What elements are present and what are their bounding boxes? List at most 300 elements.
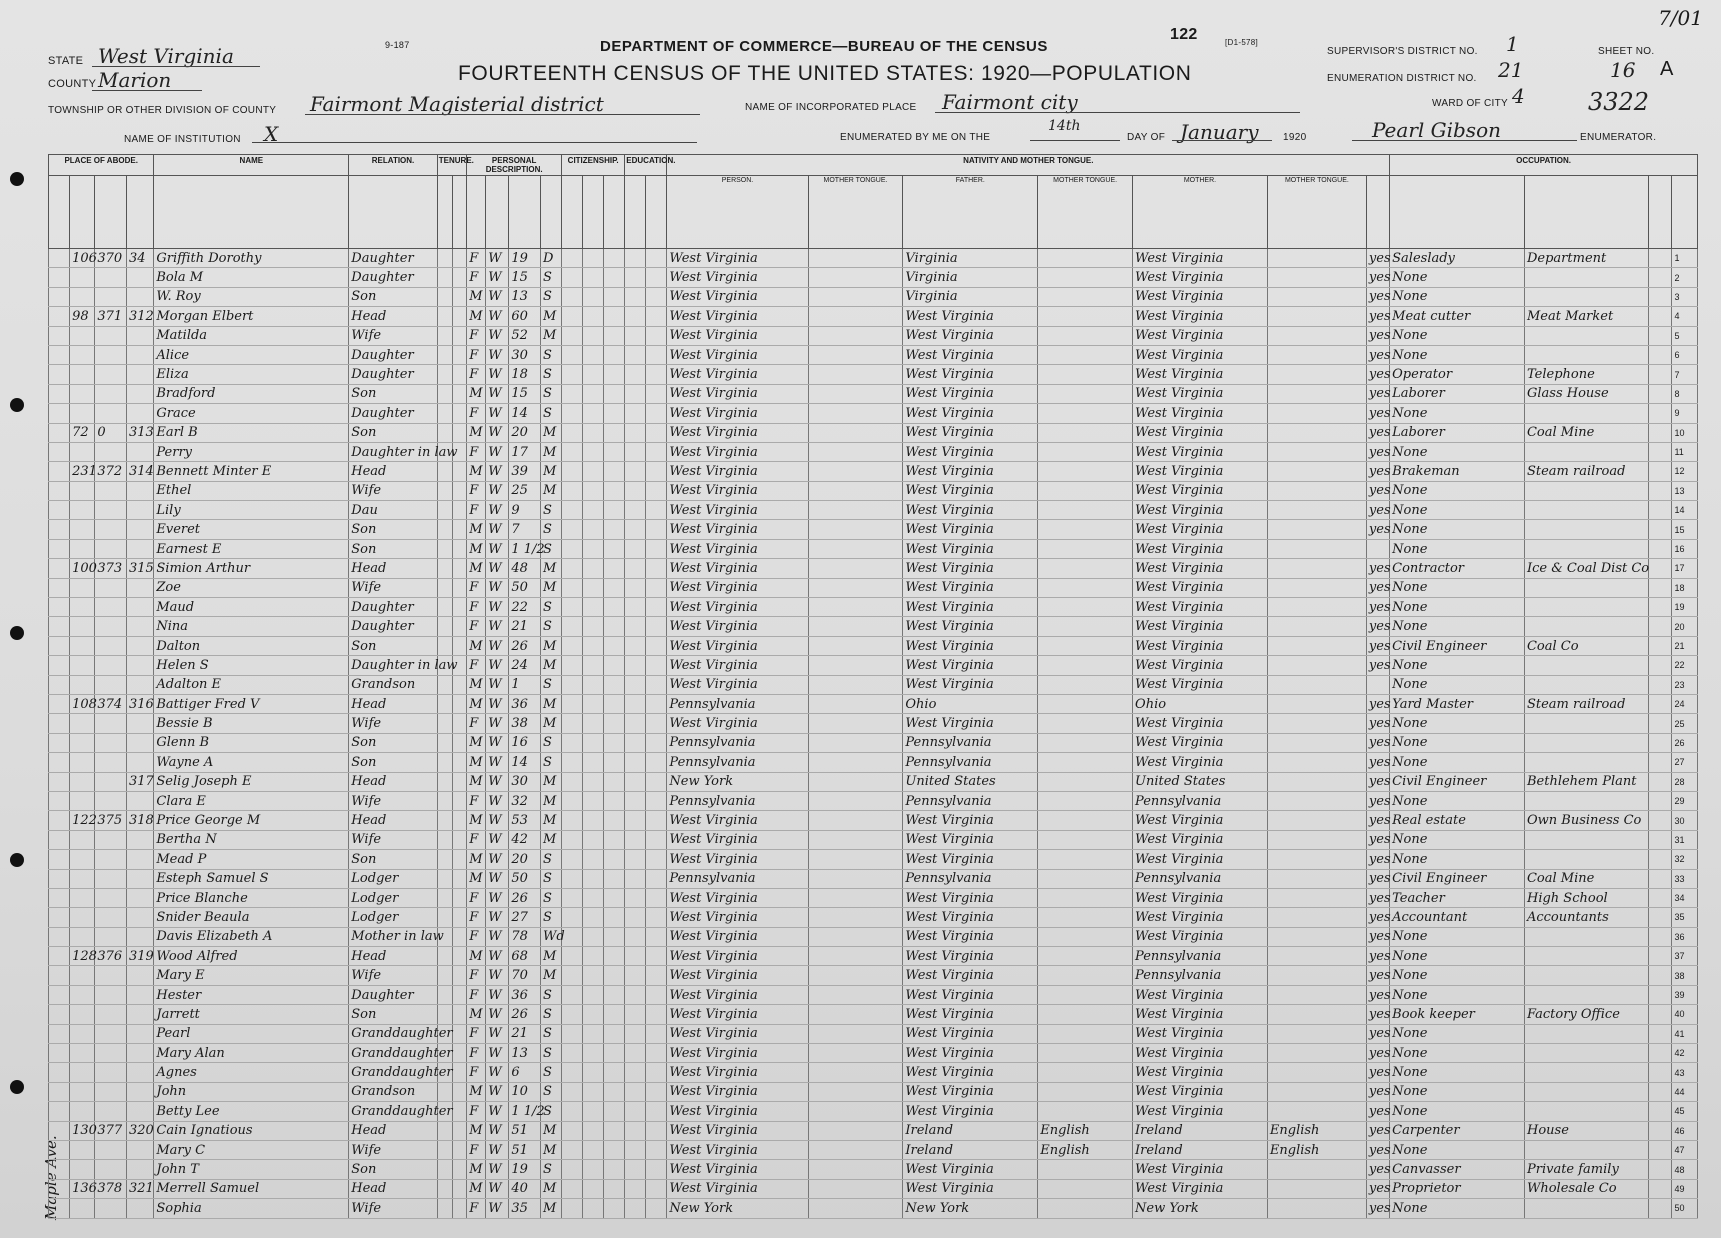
cell-name: Mary Alan — [154, 1044, 349, 1063]
cell-mother-tongue-m — [1267, 753, 1366, 772]
cell-employer — [1649, 1082, 1672, 1101]
cell-mother-tongue-m — [1267, 1082, 1366, 1101]
cell-mother-birthplace: West Virginia — [1133, 1044, 1268, 1063]
cell-father-birthplace: West Virginia — [903, 384, 1038, 403]
cell-occupation: None — [1390, 481, 1525, 500]
cell-naturalized — [583, 636, 604, 655]
cell-mother-tongue-m — [1267, 520, 1366, 539]
cell-marital-status: M — [540, 1199, 561, 1218]
cell-mother-birthplace: West Virginia — [1133, 404, 1268, 423]
cell-birthplace: West Virginia — [667, 1102, 808, 1121]
cell-sex: F — [467, 1024, 486, 1043]
cell-line-number: 17 — [1672, 559, 1698, 578]
cell-birthplace: West Virginia — [667, 520, 808, 539]
cell-sex: F — [467, 578, 486, 597]
cell-read-write — [646, 869, 667, 888]
cell-sex: F — [467, 1044, 486, 1063]
cell-mother-tongue — [808, 423, 903, 442]
cell-line-number: 49 — [1672, 1179, 1698, 1198]
cell-mother-birthplace: Pennsylvania — [1133, 947, 1268, 966]
table-row — [49, 772, 1698, 791]
cell-father-tongue — [1038, 1005, 1133, 1024]
cell-immigration-year — [562, 404, 583, 423]
cell-speaks-english: yes — [1366, 578, 1389, 597]
cell-owned — [437, 947, 452, 966]
table-row — [49, 423, 1698, 442]
cell-mother-tongue-m — [1267, 1160, 1366, 1179]
cell-immigration-year — [562, 1082, 583, 1101]
cell-read-write — [646, 287, 667, 306]
cell-industry — [1524, 656, 1648, 675]
cell-industry: Steam railroad — [1524, 462, 1648, 481]
cell-race: W — [486, 442, 509, 461]
cell-marital-status: S — [540, 1082, 561, 1101]
cell-line-number: 41 — [1672, 1024, 1698, 1043]
cell-immigration-year — [562, 927, 583, 946]
cell-birthplace: West Virginia — [667, 617, 808, 636]
cell-line-number: 47 — [1672, 1140, 1698, 1159]
cell-dwelling-number: 376 — [95, 947, 127, 966]
cell-employer — [1649, 268, 1672, 287]
cell-school — [625, 1121, 646, 1140]
cell-age: 36 — [509, 694, 541, 713]
cell-sex: F — [467, 985, 486, 1004]
cell-house-number — [70, 888, 95, 907]
cell-relation: Granddaughter — [349, 1102, 437, 1121]
cell-marital-status: S — [540, 1024, 561, 1043]
cell-family-number — [126, 714, 153, 733]
cell-age: 15 — [509, 384, 541, 403]
cell-sex: F — [467, 791, 486, 810]
cell-owned — [437, 462, 452, 481]
cell-marital-status: S — [540, 753, 561, 772]
table-row — [49, 947, 1698, 966]
cell-house-number: 108 — [70, 694, 95, 713]
cell-speaks-english: yes — [1366, 830, 1389, 849]
cell-age: 20 — [509, 850, 541, 869]
cell-read-write — [646, 1005, 667, 1024]
cell-sex: M — [467, 1005, 486, 1024]
table-row — [49, 1024, 1698, 1043]
cell-name: W. Roy — [154, 287, 349, 306]
cell-employer — [1649, 830, 1672, 849]
institution-value: X — [264, 122, 279, 146]
cell-race: W — [486, 520, 509, 539]
cell-employer — [1649, 481, 1672, 500]
cell-marital-status: M — [540, 462, 561, 481]
cell-sex: F — [467, 927, 486, 946]
cell-employer — [1649, 326, 1672, 345]
cell-mother-tongue — [808, 539, 903, 558]
cell-immigration-year — [562, 1121, 583, 1140]
cell-industry: Wholesale Co — [1524, 1179, 1648, 1198]
cell-house-number: 72 — [70, 423, 95, 442]
cell-industry — [1524, 1063, 1648, 1082]
cell-birthplace: West Virginia — [667, 927, 808, 946]
cell-occupation: None — [1390, 578, 1525, 597]
cell-mother-tongue — [808, 694, 903, 713]
cell-employer — [1649, 598, 1672, 617]
cell-relation: Son — [349, 287, 437, 306]
cell-owned — [437, 985, 452, 1004]
cell-sex: F — [467, 1102, 486, 1121]
cell-house-number: 98 — [70, 307, 95, 326]
cell-mother-birthplace: West Virginia — [1133, 1179, 1268, 1198]
cell-mortgaged — [452, 559, 467, 578]
cell-line-number: 50 — [1672, 1199, 1698, 1218]
cell-speaks-english: yes — [1366, 520, 1389, 539]
table-row — [49, 1082, 1698, 1101]
header-person-birth: PERSON. — [667, 176, 808, 249]
cell-father-birthplace: West Virginia — [903, 404, 1038, 423]
cell-street — [49, 1005, 70, 1024]
cell-industry — [1524, 1082, 1648, 1101]
cell-sex: F — [467, 1140, 486, 1159]
cell-birthplace: West Virginia — [667, 888, 808, 907]
cell-age: 6 — [509, 1063, 541, 1082]
cell-naturalized — [583, 733, 604, 752]
cell-sex: M — [467, 850, 486, 869]
cell-father-birthplace: West Virginia — [903, 1024, 1038, 1043]
cell-read-write — [646, 520, 667, 539]
cell-mother-birthplace: West Virginia — [1133, 307, 1268, 326]
cell-speaks-english: yes — [1366, 1160, 1389, 1179]
cell-school — [625, 559, 646, 578]
cell-relation: Son — [349, 539, 437, 558]
cell-occupation: None — [1390, 287, 1525, 306]
cell-sex: M — [467, 753, 486, 772]
cell-mortgaged — [452, 791, 467, 810]
cell-speaks-english: yes — [1366, 1179, 1389, 1198]
cell-marital-status: S — [540, 1063, 561, 1082]
cell-father-tongue — [1038, 598, 1133, 617]
cell-dwelling-number — [95, 539, 127, 558]
cell-speaks-english: yes — [1366, 423, 1389, 442]
cell-industry — [1524, 326, 1648, 345]
cell-owned — [437, 501, 452, 520]
cell-immigration-year — [562, 636, 583, 655]
cell-sex: M — [467, 772, 486, 791]
cell-owned — [437, 733, 452, 752]
cell-naturalization-year — [604, 694, 625, 713]
cell-street — [49, 501, 70, 520]
cell-naturalization-year — [604, 1179, 625, 1198]
cell-marital-status: M — [540, 326, 561, 345]
cell-street — [49, 1044, 70, 1063]
cell-relation: Son — [349, 520, 437, 539]
cell-race: W — [486, 249, 509, 268]
cell-street — [49, 617, 70, 636]
cell-age: 60 — [509, 307, 541, 326]
cell-relation: Head — [349, 947, 437, 966]
cell-race: W — [486, 1121, 509, 1140]
cell-occupation: None — [1390, 501, 1525, 520]
cell-father-birthplace: West Virginia — [903, 307, 1038, 326]
cell-name: Bennett Minter E — [154, 462, 349, 481]
cell-mother-tongue-m — [1267, 1063, 1366, 1082]
cell-race: W — [486, 1102, 509, 1121]
enumeration-district-label: ENUMERATION DISTRICT NO. — [1327, 73, 1477, 84]
cell-house-number — [70, 636, 95, 655]
cell-school — [625, 888, 646, 907]
cell-father-birthplace: West Virginia — [903, 617, 1038, 636]
cell-name: Perry — [154, 442, 349, 461]
cell-mother-tongue — [808, 1199, 903, 1218]
cell-line-number: 48 — [1672, 1160, 1698, 1179]
cell-occupation: Teacher — [1390, 888, 1525, 907]
cell-read-write — [646, 656, 667, 675]
cell-father-tongue: English — [1038, 1121, 1133, 1140]
cell-father-tongue — [1038, 714, 1133, 733]
cell-house-number: 106 — [70, 249, 95, 268]
table-row — [49, 501, 1698, 520]
cell-school — [625, 578, 646, 597]
cell-sex: F — [467, 326, 486, 345]
cell-street — [49, 869, 70, 888]
cell-mother-tongue-m — [1267, 404, 1366, 423]
cell-family-number — [126, 966, 153, 985]
cell-line-number: 46 — [1672, 1121, 1698, 1140]
cell-house-number — [70, 1199, 95, 1218]
table-row — [49, 1121, 1698, 1140]
cell-sex: F — [467, 404, 486, 423]
cell-street — [49, 442, 70, 461]
cell-occupation: Civil Engineer — [1390, 636, 1525, 655]
cell-line-number: 33 — [1672, 869, 1698, 888]
cell-age: 27 — [509, 908, 541, 927]
cell-sex: F — [467, 442, 486, 461]
cell-mother-birthplace: West Virginia — [1133, 423, 1268, 442]
cell-race: W — [486, 888, 509, 907]
cell-father-birthplace: Ireland — [903, 1140, 1038, 1159]
cell-name: Merrell Samuel — [154, 1179, 349, 1198]
cell-mother-tongue-m — [1267, 772, 1366, 791]
form-code: [D1-578] — [1225, 38, 1259, 47]
cell-read-write — [646, 365, 667, 384]
cell-mother-tongue — [808, 656, 903, 675]
cell-name: John — [154, 1082, 349, 1101]
cell-mortgaged — [452, 1199, 467, 1218]
cell-father-birthplace: West Virginia — [903, 462, 1038, 481]
table-row — [49, 927, 1698, 946]
cell-owned — [437, 636, 452, 655]
cell-family-number — [126, 598, 153, 617]
cell-street — [49, 1024, 70, 1043]
cell-street — [49, 811, 70, 830]
cell-mother-birthplace: West Virginia — [1133, 1063, 1268, 1082]
cell-sex: F — [467, 1063, 486, 1082]
cell-mother-birthplace: West Virginia — [1133, 888, 1268, 907]
cell-employer — [1649, 384, 1672, 403]
cell-owned — [437, 268, 452, 287]
cell-dwelling-number — [95, 617, 127, 636]
cell-mortgaged — [452, 985, 467, 1004]
cell-mother-tongue-m — [1267, 656, 1366, 675]
cell-speaks-english: yes — [1366, 966, 1389, 985]
cell-mother-tongue-m — [1267, 462, 1366, 481]
cell-sex: F — [467, 617, 486, 636]
form-number: 9-187 — [385, 40, 410, 50]
cell-mother-tongue-m — [1267, 1179, 1366, 1198]
cell-age: 19 — [509, 249, 541, 268]
cell-marital-status: S — [540, 1102, 561, 1121]
cell-marital-status: M — [540, 966, 561, 985]
cell-house-number — [70, 539, 95, 558]
cell-house-number: 100 — [70, 559, 95, 578]
cell-dwelling-number — [95, 345, 127, 364]
cell-occupation: None — [1390, 617, 1525, 636]
cell-father-tongue — [1038, 947, 1133, 966]
cell-age: 35 — [509, 1199, 541, 1218]
cell-family-number — [126, 985, 153, 1004]
cell-read-write — [646, 481, 667, 500]
cell-name: Sophia — [154, 1199, 349, 1218]
cell-mother-tongue — [808, 559, 903, 578]
cell-industry — [1524, 501, 1648, 520]
cell-family-number — [126, 578, 153, 597]
cell-school — [625, 307, 646, 326]
cell-relation: Wife — [349, 1199, 437, 1218]
cell-line-number: 21 — [1672, 636, 1698, 655]
cell-speaks-english: yes — [1366, 1140, 1389, 1159]
cell-street — [49, 462, 70, 481]
cell-marital-status: S — [540, 617, 561, 636]
cell-line-number: 10 — [1672, 423, 1698, 442]
cell-naturalized — [583, 442, 604, 461]
cell-speaks-english: yes — [1366, 908, 1389, 927]
cell-dwelling-number — [95, 287, 127, 306]
cell-birthplace: West Virginia — [667, 1044, 808, 1063]
cell-relation: Head — [349, 694, 437, 713]
cell-house-number — [70, 927, 95, 946]
cell-immigration-year — [562, 908, 583, 927]
cell-marital-status: S — [540, 404, 561, 423]
header-education: EDUCATION. — [625, 155, 667, 176]
cell-school — [625, 365, 646, 384]
cell-immigration-year — [562, 598, 583, 617]
cell-naturalized — [583, 404, 604, 423]
cell-birthplace: West Virginia — [667, 1082, 808, 1101]
cell-age: 51 — [509, 1140, 541, 1159]
cell-naturalized — [583, 1102, 604, 1121]
cell-relation: Dau — [349, 501, 437, 520]
cell-naturalization-year — [604, 675, 625, 694]
cell-owned — [437, 539, 452, 558]
cell-family-number — [126, 927, 153, 946]
cell-race: W — [486, 578, 509, 597]
cell-mother-birthplace: West Virginia — [1133, 462, 1268, 481]
cell-age: 10 — [509, 1082, 541, 1101]
supervisor-value: 1 — [1506, 32, 1519, 56]
cell-mother-tongue — [808, 927, 903, 946]
cell-line-number: 35 — [1672, 908, 1698, 927]
cell-owned — [437, 423, 452, 442]
cell-speaks-english: yes — [1366, 1024, 1389, 1043]
cell-marital-status: M — [540, 791, 561, 810]
cell-marital-status: S — [540, 365, 561, 384]
cell-school — [625, 462, 646, 481]
cell-naturalization-year — [604, 1102, 625, 1121]
cell-read-write — [646, 830, 667, 849]
cell-mother-birthplace: West Virginia — [1133, 733, 1268, 752]
cell-dwelling-number — [95, 326, 127, 345]
cell-birthplace: West Virginia — [667, 559, 808, 578]
cell-marital-status: S — [540, 287, 561, 306]
cell-age: 16 — [509, 733, 541, 752]
cell-employer — [1649, 539, 1672, 558]
table-row — [49, 268, 1698, 287]
cell-mother-tongue-m: English — [1267, 1121, 1366, 1140]
cell-dwelling-number — [95, 1063, 127, 1082]
cell-race: W — [486, 714, 509, 733]
cell-father-birthplace: Ireland — [903, 1121, 1038, 1140]
cell-father-tongue — [1038, 481, 1133, 500]
cell-father-birthplace: West Virginia — [903, 1102, 1038, 1121]
cell-sex: F — [467, 598, 486, 617]
cell-mother-tongue — [808, 598, 903, 617]
cell-read-write — [646, 307, 667, 326]
cell-school — [625, 1179, 646, 1198]
cell-mother-tongue-m — [1267, 559, 1366, 578]
cell-birthplace: Pennsylvania — [667, 869, 808, 888]
cell-family-number: 314 — [126, 462, 153, 481]
cell-marital-status: M — [540, 1121, 561, 1140]
cell-family-number — [126, 404, 153, 423]
cell-sex: M — [467, 869, 486, 888]
cell-name: Matilda — [154, 326, 349, 345]
cell-occupation: None — [1390, 927, 1525, 946]
cell-industry: Glass House — [1524, 384, 1648, 403]
cell-mother-tongue — [808, 404, 903, 423]
cell-street — [49, 268, 70, 287]
corner-note: 7/01 — [1658, 6, 1703, 30]
cell-mother-birthplace: West Virginia — [1133, 753, 1268, 772]
cell-father-birthplace: Virginia — [903, 268, 1038, 287]
cell-naturalized — [583, 1024, 604, 1043]
cell-race: W — [486, 869, 509, 888]
cell-immigration-year — [562, 423, 583, 442]
cell-name: Zoe — [154, 578, 349, 597]
cell-read-write — [646, 1179, 667, 1198]
cell-father-birthplace: West Virginia — [903, 1005, 1038, 1024]
cell-read-write — [646, 384, 667, 403]
cell-school — [625, 1063, 646, 1082]
cell-naturalization-year — [604, 481, 625, 500]
cell-mother-tongue-m — [1267, 1199, 1366, 1218]
cell-school — [625, 345, 646, 364]
cell-naturalized — [583, 1140, 604, 1159]
cell-street — [49, 520, 70, 539]
cell-occupation: Saleslady — [1390, 249, 1525, 268]
cell-mother-tongue — [808, 888, 903, 907]
cell-naturalization-year — [604, 1140, 625, 1159]
cell-mortgaged — [452, 249, 467, 268]
cell-age: 21 — [509, 1024, 541, 1043]
cell-sex: F — [467, 345, 486, 364]
cell-employer — [1649, 888, 1672, 907]
cell-speaks-english: yes — [1366, 307, 1389, 326]
cell-industry — [1524, 404, 1648, 423]
cell-naturalized — [583, 791, 604, 810]
cell-mother-birthplace: New York — [1133, 1199, 1268, 1218]
cell-race: W — [486, 733, 509, 752]
cell-birthplace: West Virginia — [667, 636, 808, 655]
cell-birthplace: West Virginia — [667, 384, 808, 403]
cell-read-write — [646, 578, 667, 597]
table-row — [49, 1160, 1698, 1179]
cell-race: W — [486, 462, 509, 481]
cell-speaks-english: yes — [1366, 1063, 1389, 1082]
